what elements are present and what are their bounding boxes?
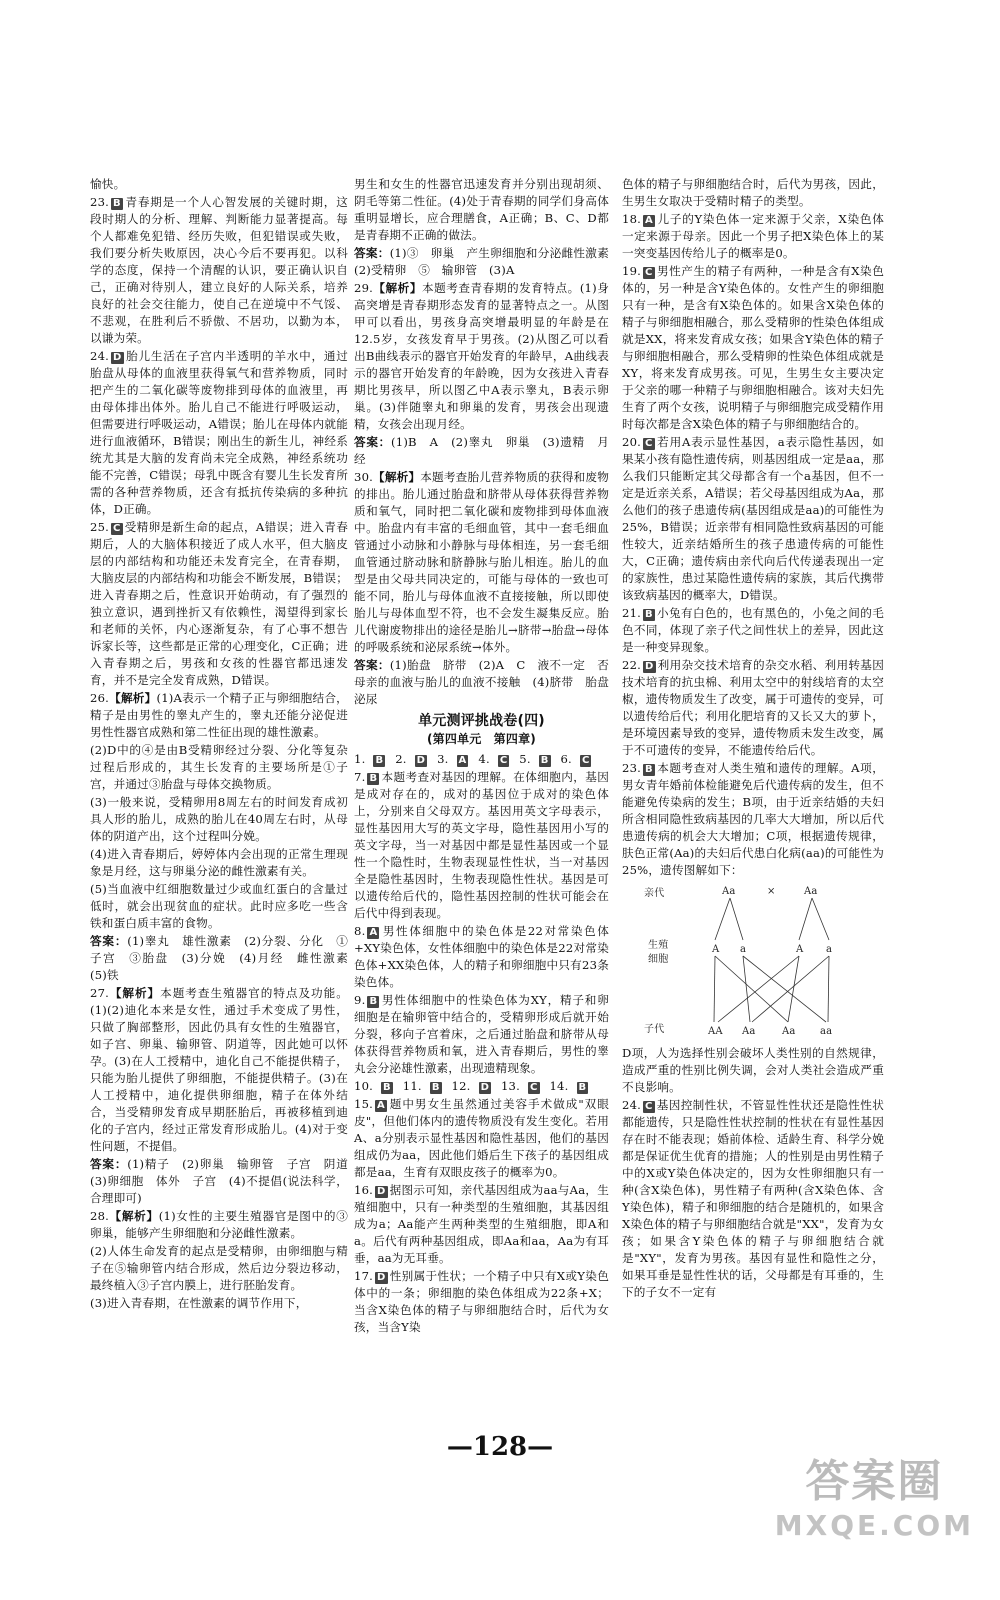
answer-badge: B [113, 198, 121, 209]
paragraph: (3)一般来说，受精卵用8周左右的时间发育成初具人形的胎儿，成熟的胎儿在40周左右时，从母体的阴道产出，这个过程叫分娩。 [90, 795, 348, 843]
paragraph: 愉快。 [90, 177, 126, 191]
question-18: 18. A 儿子的Y染色体一定来源于父亲，X染色体一定来源于母亲。因此一个男子把X染色体上的某一突变基因传给儿子的概率是0。 [622, 212, 884, 260]
offspring: aa [820, 1026, 833, 1037]
answer-badge: C [113, 523, 121, 534]
paragraph: (5)当血液中红细胞数量过少或血红蛋白的含量过低时，就会出现贫血的症状。此时应多吃一些含铁和蛋白质丰富的食物。 [90, 882, 348, 930]
question-19: 19. C 男性产生的精子有两种，一种是含有X染色体的，另一种是含Y染色体的。女性产生的卵细胞只有一种，是含有X染色体的。如果含X染色体的精子与卵细胞相融合，那么受精卵的性染色体组成就是XX，将来发育成女孩；如果含Y染色体的精子与卵细胞相融合，那么受精卵的性染色体组成就是XY，将来发育成男孩。可见，生男生女主要决定于父亲的哪一种精子与卵细胞相融合。该对夫妇先生育了两个女孩，说明精子与卵细胞完成受精作用时每次都是含X染色体的精子与卵细胞结合的。 [622, 264, 884, 431]
answer-badge: B [375, 755, 384, 766]
watermark-logo [775, 1445, 974, 1542]
quick-answers-1-6: 1. B 2. D 3. A 4. C 5. B 6. C [354, 752, 590, 766]
paragraph: (2)D中的④是由B受精卵经过分裂、分化等复杂过程后形成的，其生长发育的主要场所是①子宫，并通过③胎盘与母体交换物质。 [90, 743, 348, 791]
answer-badge: A [458, 755, 467, 766]
answer-badge: C [581, 755, 590, 766]
column-right [622, 176, 884, 1302]
question-24: 24. D 胎儿生活在子宫内半透明的羊水中，通过胎盘从母体的血液里获得氧气和营养物质，同时把产生的二氧化碳等废物排到母体的血液里，再由母体排出体外。胎儿自己不能进行呼吸运动，但需要进行呼吸运动，A错误；胎儿在母体内就能进行血液循环，B错误；刚出生的新生儿，神经系统尤其是大脑的发育尚未完全成熟，神经系统功能不完善，C错误；母乳中既含有婴儿生长发育所需的各种营养物质，还含有抵抗传染病的多种抗体，D正确。 [90, 349, 348, 516]
question-8: 8. A 男性体细胞中的染色体是22对常染色体+XY染色体，女性体细胞中的染色体是22对常染色体+XX染色体，人的精子和卵细胞中只有23条染色体。 [354, 924, 609, 989]
watermark-title: 答案圈 [805, 1456, 944, 1507]
cross-lines [714, 898, 829, 1022]
analysis-tag: 【解析】 [109, 691, 157, 705]
label-gametes-2: 细胞 [648, 954, 669, 965]
genetic-cross-svg [622, 882, 884, 1042]
section-subtitle: (第四单元 第四章) [427, 732, 536, 746]
question-25: 25. C 受精卵是新生命的起点，A错误；进入青春期后，人的大脑体积接近了成人水平，但大脑皮层的内部结构和功能还未发育完全，在青春期，大脑皮层的内部结构和功能会不断发展，B错误；进入青春期之后，性意识开始萌动，有了强烈的独立意识，遇到挫折又有依赖性，渴望得到家长和老师的关怀，内心逐渐复杂，有了心事不想告诉家长等，这些都是正常的心理变化，C正确；进入青春期之后，男孩和女孩的性器官都迅速发育，并不是完全发育成熟，D错误。 [90, 520, 348, 687]
answer-badge: B [645, 764, 653, 775]
answer-badge: B [578, 1082, 587, 1093]
answer-badge: A [645, 215, 653, 226]
paragraph: 色体的精子与卵细胞结合时，后代为男孩，因此，生男生女取决于受精时精子的类型。 [622, 177, 884, 208]
label-parents: 亲代 [644, 888, 665, 899]
answer-badge: D [480, 1082, 490, 1093]
genetic-cross-diagram [622, 882, 884, 1042]
gamete: A [796, 944, 804, 955]
gamete: A [712, 944, 720, 955]
answer-line: 答案：(1)精子 (2)卵巢 输卵管 子宫 阴道 (3)卵细胞 体外 子宫 (4)不提倡(说法科学，合理即可) [90, 1157, 360, 1205]
question-7: 7. B 本题考查对基因的理解。在体细胞内，基因是成对存在的，成对的基因位于成对的染色体上，分别来自父母双方。基因用英文字母表示，显性基因用大写的英文字母，隐性基因用小写的英文字母，当一对基因中都是显性基因或一个显性一个隐性时，生物表现显性性状，当一对基因全是隐性基因时，生物表现隐性性状。基因是可以遗传给后代的，隐性基因控制的性状可能会在后代中得到表现。 [354, 770, 609, 920]
answer-badge: D [113, 352, 122, 363]
column-middle [354, 176, 621, 1337]
answer-page [90, 176, 980, 1416]
question-27: 27.【解析】本题考查生殖器官的特点及功能。(1)(2)迪化本来是女性，通过手术变成了男性，只做了胸部整形，因此仍具有女性的生殖器官，如子宫、卵巢、输卵管、阴道等，因此她可以怀孕。(3)在人工授精中，迪化自己不能提供精子，只能为胎儿提供了卵细胞，不能提供精子。(3)在人工授精中，迪化提供卵细胞，精子在体外结合，当受精卵发育成早期胚胎后，再被移植到迪化的子宫内，经过正常发育形成胎儿。(4)对于变性问题，不提倡。 [90, 986, 348, 1153]
answer-badge: B [431, 1082, 440, 1093]
offspring: Aa [782, 1026, 796, 1037]
gamete: a [740, 944, 747, 955]
paragraph: (4)进入青春期后，婷婷体内会出现的正常生理现象是月经，这与卵巢分泌的雌性激素有关。 [90, 847, 348, 878]
paragraph: D项，人为选择性别会破坏人类性别的自然规律，造成严重的性别比例失调，会对人类社会造成严重不良影响。 [622, 1046, 884, 1094]
section-title: 单元测评挑战卷(四) [418, 713, 545, 729]
answer-badge: C [530, 1082, 538, 1093]
analysis-tag: 【解析】 [373, 470, 421, 484]
answer-badge: B [383, 1082, 391, 1093]
offspring: AA [708, 1026, 723, 1037]
question-15: 15. A 题中男女生虽然通过美容手术做成"双眼皮"，但他们体内的遗传物质没有发生变化。若用A、a分别表示显性基因和隐性基因，他们的基因组成仍为aa，因此他们婚后生下孩子的基因组成都是aa，生育有双眼皮孩子的概率为0。 [354, 1097, 609, 1179]
parent-2: Aa [804, 886, 818, 897]
answer-badge: C [499, 755, 508, 766]
answer-badge: B [369, 996, 378, 1007]
question-28: 28.【解析】(1)女性的主要生殖器官是图中的③卵巢，能够产生卵细胞和分泌雌性激素。 [90, 1209, 348, 1240]
question-9: 9. B 男性体细胞中的性染色体为XY，精子和卵细胞是在输卵管中结合的，受精卵形成后就开始分裂，移向子宫着床，之后通过胎盘和脐带从母体获得营养物质和氧，进入青春期后，男性的睾丸会分泌雄性激素，出现遗精现象。 [354, 993, 609, 1075]
answer-badge: B [645, 609, 653, 620]
column-left [90, 176, 360, 1313]
answer-badge: C [645, 267, 653, 278]
question-24: 24. C 基因控制性状，不管显性性状还是隐性性状都能遗传，只是隐性性状控制的性状在有显性基因存在时不能表现；婚前体检、适龄生育、科学分娩都是保证优生优育的措施；人的性别是由男性精子中的X或Y染色体决定的，因为女性卵细胞只有一种(含X染色体)，男性精子有两种(含X染色体、含Y染色体)，精子和卵细胞的结合是随机的，如果含X染色体的精子与卵细胞结合就是"XX"，发育为女孩；如果含Y染色体的精子与卵细胞结合就是"XY"，发育为男孩。基因有显性和隐性之分，如果耳垂是显性性状的话，父母都是有耳垂的，生下的子女不一定有 [622, 1098, 884, 1299]
quick-answers-10-14: 10. B 11. B 12. D 13. C 14. B [354, 1079, 587, 1093]
answer-line: 答案：(1)睾丸 雄性激素 (2)分裂、分化 ①子宫 ③胎盘 (3)分娩 (4)月经 雌性激素 (5)铁 [90, 934, 360, 982]
offspring: Aa [742, 1026, 756, 1037]
answer-badge: D [377, 1272, 386, 1283]
question-26: 26.【解析】(1)A表示一个精子正与卵细胞结合，精子是由男性的睾丸产生的，睾丸还能分泌促进男性性器官成熟和第二性征出现的雄性激素。 [90, 691, 348, 739]
page-number: —128— [446, 1432, 554, 1462]
question-21: 21. B 小兔有白色的，也有黑色的，小兔之间的毛色不同，体现了亲子代之间性状上的差异，因此这是一种变异现象。 [622, 606, 884, 654]
answer-badge: C [645, 438, 653, 449]
question-16: 16. D 据图示可知，亲代基因组成为aa与Aa，生殖细胞中，只有一种类型的生殖细胞，其基因组成为a；Aa能产生两种类型的生殖细胞，即A和a。后代有两种基因组成，即Aa和aa，Aa为有耳垂，aa为无耳垂。 [354, 1183, 609, 1265]
answer-line: 答案：(1)B A (2)睾丸 卵巢 (3)遗精 月经 [354, 435, 610, 466]
answer-badge: A [377, 1100, 385, 1111]
answer-badge: D [416, 755, 426, 766]
analysis-tag: 【解析】 [109, 986, 161, 1000]
question-22: 22. D 利用杂交技术培育的杂交水稻、利用转基因技术培育的抗虫棉、利用太空中的射线培育的太空椒，遗传物质发生了改变，属于可遗传的变异，可以遗传给后代；利用化肥培育的又长又大的萝卜，是环境因素导致的变异，遗传物质未发生改变，属于不可遗传的变异，不能遗传给后代。 [622, 658, 884, 757]
answer-line: 答案：(1)③ 卵巢 产生卵细胞和分泌雌性激素 (2)受精卵 ⑤ 输卵管 (3)A [354, 246, 621, 277]
answer-badge: D [645, 661, 654, 672]
answer-line: 答案：(1)胎盘 脐带 (2)A C 液不一定 否 母亲的血液与胎儿的血液不接触 (4)脐带 胎盘 泌尿 [354, 658, 621, 706]
question-17: 17. D 性别属于性状；一个精子中只有X或Y染色体中的一条；卵细胞的染色体组成为22条+X；当含X染色体的精子与卵细胞结合时，后代为女孩，当含Y染 [354, 1269, 609, 1334]
question-29: 29.【解析】本题考查青春期的发育特点。(1)身高突增是青春期形态发育的显著特点之一。从图甲可以看出，男孩身高突增最明显的年龄是在12.5岁，女孩发育早于男孩。(2)从图乙可以看出B曲线表示的器官开始发育的年龄早，A曲线表示的器官开始发育的年龄晚，因为女孩进入青春期比男孩早，所以图乙中A表示睾丸，B表示卵巢。(3)伴随睾丸和卵巢的发育，男孩会出现遗精，女孩会出现月经。 [354, 281, 609, 431]
parent-1: Aa [722, 886, 736, 897]
question-20: 20. C 若用A表示显性基因，a表示隐性基因，如果某小孩有隐性遗传病，则基因组成一定是aa，那么我们只能断定其父母都含有一个a基因，但不一定是近亲关系，A错误；若父母基因组成为Aa，那么他们的孩子患遗传病(基因组成是aa)的可能性为25%，B错误；近亲带有相同隐性致病基因的可能性较大，近亲结婚所生的孩子患遗传病的可能性大，C正确；遗传病由亲代向后代传递表现出一定的家族性，患过某隐性遗传病的家族，其后代携带该致病基因的概率大，D错误。 [622, 435, 884, 602]
answer-badge: B [540, 755, 549, 766]
cross-sign: × [767, 886, 776, 897]
analysis-tag: 【解析】 [373, 281, 422, 295]
question-23: 23. B 本题考查对人类生殖和遗传的理解。A项，男女青年婚前体检能避免后代遗传病的发生，但不能避免传染病的发生；B项，由于近亲结婚的夫妇所含相同隐性致病基因的几率大大增加，所以后代患遗传病的机会大大增加；C项，根据遗传规律，肤色正常(Aa)的夫妇后代患白化病(aa)的可能性为25%，遗传图解如下： [622, 761, 884, 877]
analysis-tag: 【解析】 [109, 1209, 159, 1223]
answer-badge: B [369, 773, 378, 784]
question-30: 30.【解析】本题考查胎儿营养物质的获得和废物的排出。胎儿通过胎盘和脐带从母体获得营养物质和氧气，同时把二氧化碳和废物排到母体血液中。胎盘内有丰富的毛细血管，其中一套毛细血管通过小动脉和小静脉与母体相连，另一套毛细血管通过脐动脉和脐静脉与胎儿相连。胎儿的血型是由父母共同决定的，可能与母体的一致也可能不同，胎儿与母体血液不直接接触，所以即使胎儿与母体血型不符，也不会发生凝集反应。胎儿代谢废物排出的途径是胎儿→脐带→胎盘→母体的呼吸系统和泌尿系统→体外。 [354, 470, 609, 654]
question-23: 23. B 青春期是一个人心智发展的关键时期，这段时期人的分析、理解、判断能力显著提高。每个人都难免犯错、经历失败，但犯错误或失败，我们要分析失败原因，决心今后不要再犯。以科学的态度，保持一个清醒的认识，要正确认识自己，正确对待别人，建立良好的人际关系，培养良好的社会交往能力，使自己在逆境中不气馁、不悲观，在胜利后不骄傲、不居功，以勤为本，以谦为荣。 [90, 195, 348, 345]
gamete: a [826, 944, 833, 955]
paragraph: (3)进入青春期，在性激素的调节作用下， [90, 1296, 308, 1310]
label-gametes: 生殖 [648, 940, 669, 951]
paragraph: (2)人体生命发育的起点是受精卵，由卵细胞与精子在⑤输卵管内结合形成，然后边分裂边移动，最终植入③子宫内膜上，进行胚胎发育。 [90, 1244, 348, 1292]
answer-badge: D [377, 1186, 386, 1197]
watermark-url: MXQE.COM [774, 1509, 974, 1542]
answer-badge: A [369, 927, 378, 938]
answer-badge: C [645, 1101, 653, 1112]
label-offspring: 子代 [644, 1024, 665, 1035]
paragraph: 男生和女生的性器官迅速发育并分别出现胡须、阴毛等第二性征。(4)处于青春期的同学们身高体重明显增长，应合理膳食，A正确；B、C、D都是青春期不正确的做法。 [354, 177, 609, 242]
